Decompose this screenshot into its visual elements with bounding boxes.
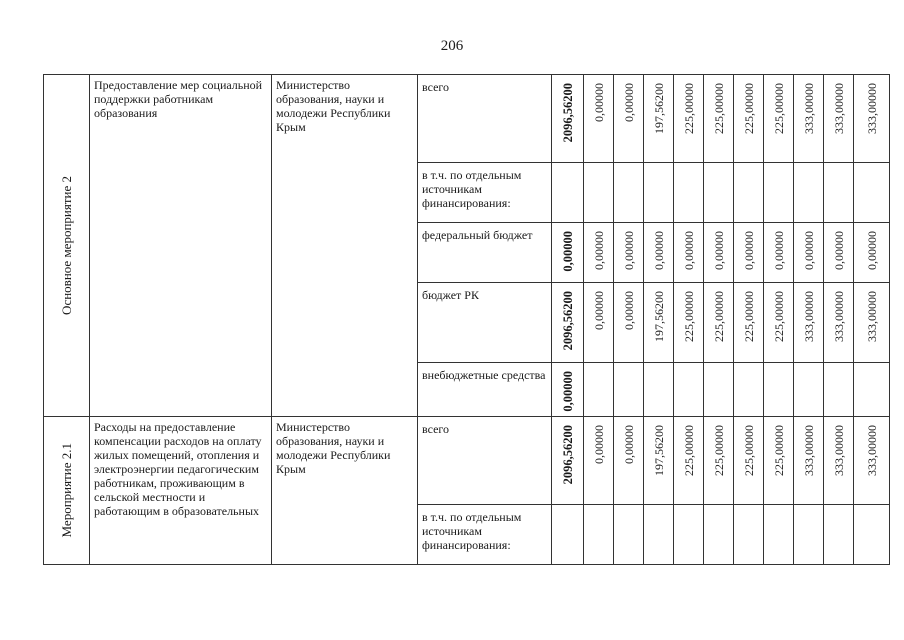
year-value-cell <box>704 505 734 565</box>
year-value-cell <box>764 75 794 163</box>
total-value-cell <box>552 363 584 417</box>
year-value-cell <box>824 223 854 283</box>
year-value-cell <box>794 75 824 163</box>
year-value-cell <box>704 417 734 505</box>
amount-value: 0,00000 <box>621 291 636 330</box>
amount-value: 333,00000 <box>864 83 879 134</box>
year-value-cell <box>794 163 824 223</box>
year-value-cell <box>764 505 794 565</box>
year-value-cell <box>584 75 614 163</box>
amount-value: 333,00000 <box>801 291 816 342</box>
activity-label: Мероприятие 2.1 <box>58 443 74 538</box>
year-value-cell <box>764 417 794 505</box>
amount-value: 0,00000 <box>621 83 636 122</box>
year-value-cell <box>764 283 794 363</box>
amount-value: 225,00000 <box>741 291 756 342</box>
amount-value: 0,00000 <box>864 231 879 270</box>
year-value-cell <box>614 417 644 505</box>
year-value-cell <box>704 223 734 283</box>
year-value-cell <box>644 363 674 417</box>
year-value-cell <box>674 505 704 565</box>
year-value-cell <box>794 363 824 417</box>
year-value-cell <box>584 505 614 565</box>
total-value-cell <box>552 505 584 565</box>
year-value-cell <box>734 163 764 223</box>
amount-value: 0,00000 <box>651 231 666 270</box>
page-number: 206 <box>440 38 464 54</box>
year-value-cell <box>794 223 824 283</box>
amount-value: 0,00000 <box>771 231 786 270</box>
year-value-cell <box>794 505 824 565</box>
activity-label: Основное мероприятие 2 <box>58 176 74 315</box>
funding-source: в т.ч. по отдельным источникам финансирования: <box>418 505 552 565</box>
year-value-cell <box>674 223 704 283</box>
year-value-cell <box>764 363 794 417</box>
year-value-cell <box>644 505 674 565</box>
funding-source: всего <box>418 417 552 505</box>
amount-value: 333,00000 <box>801 425 816 476</box>
year-value-cell <box>614 163 644 223</box>
funding-source: бюджет РК <box>418 283 552 363</box>
table-row <box>44 75 890 163</box>
funding-source: в т.ч. по отдельным источникам финансирования: <box>418 163 552 223</box>
year-value-cell <box>854 283 890 363</box>
amount-value: 333,00000 <box>831 291 846 342</box>
year-value-cell <box>614 363 644 417</box>
year-value-cell <box>704 283 734 363</box>
amount-value: 0,00000 <box>560 371 575 412</box>
executor-name: Министерство образования, науки и молодежи Республики Крым <box>272 75 418 417</box>
year-value-cell <box>734 363 764 417</box>
activity-name: Предоставление мер социальной поддержки работникам образования <box>90 75 272 417</box>
amount-value: 197,56200 <box>651 83 666 134</box>
funding-source: внебюджетные средства <box>418 363 552 417</box>
amount-value: 225,00000 <box>771 291 786 342</box>
year-value-cell <box>824 363 854 417</box>
amount-value: 2096,56200 <box>560 425 575 485</box>
year-value-cell <box>764 223 794 283</box>
year-value-cell <box>854 75 890 163</box>
year-value-cell <box>854 223 890 283</box>
amount-value: 0,00000 <box>591 83 606 122</box>
amount-value: 225,00000 <box>741 425 756 476</box>
year-value-cell <box>644 75 674 163</box>
total-value-cell <box>552 163 584 223</box>
year-value-cell <box>644 163 674 223</box>
executor-name: Министерство образования, науки и молодежи Республики Крым <box>272 417 418 565</box>
year-value-cell <box>824 505 854 565</box>
total-value-cell <box>552 223 584 283</box>
year-value-cell <box>734 75 764 163</box>
amount-value: 225,00000 <box>681 83 696 134</box>
activity-label-cell <box>44 75 90 417</box>
amount-value: 225,00000 <box>681 425 696 476</box>
year-value-cell <box>824 283 854 363</box>
amount-value: 225,00000 <box>741 83 756 134</box>
year-value-cell <box>584 163 614 223</box>
amount-value: 225,00000 <box>681 291 696 342</box>
amount-value: 0,00000 <box>591 231 606 270</box>
amount-value: 0,00000 <box>621 425 636 464</box>
total-value-cell <box>552 417 584 505</box>
year-value-cell <box>674 75 704 163</box>
year-value-cell <box>614 283 644 363</box>
year-value-cell <box>734 417 764 505</box>
year-value-cell <box>614 223 644 283</box>
amount-value: 0,00000 <box>591 291 606 330</box>
year-value-cell <box>674 417 704 505</box>
amount-value: 333,00000 <box>864 425 879 476</box>
year-value-cell <box>734 505 764 565</box>
amount-value: 0,00000 <box>801 231 816 270</box>
year-value-cell <box>584 363 614 417</box>
amount-value: 0,00000 <box>711 231 726 270</box>
year-value-cell <box>794 283 824 363</box>
year-value-cell <box>824 163 854 223</box>
amount-value: 0,00000 <box>681 231 696 270</box>
budget-table <box>43 74 890 565</box>
amount-value: 333,00000 <box>801 83 816 134</box>
year-value-cell <box>854 505 890 565</box>
year-value-cell <box>704 363 734 417</box>
year-value-cell <box>584 223 614 283</box>
year-value-cell <box>854 417 890 505</box>
amount-value: 225,00000 <box>711 291 726 342</box>
year-value-cell <box>824 75 854 163</box>
year-value-cell <box>734 283 764 363</box>
total-value-cell <box>552 283 584 363</box>
year-value-cell <box>854 163 890 223</box>
funding-source: всего <box>418 75 552 163</box>
amount-value: 2096,56200 <box>560 83 575 143</box>
funding-source: федеральный бюджет <box>418 223 552 283</box>
amount-value: 0,00000 <box>831 231 846 270</box>
year-value-cell <box>614 75 644 163</box>
amount-value: 333,00000 <box>831 83 846 134</box>
amount-value: 225,00000 <box>711 83 726 134</box>
amount-value: 0,00000 <box>621 231 636 270</box>
year-value-cell <box>614 505 644 565</box>
year-value-cell <box>824 417 854 505</box>
year-value-cell <box>644 223 674 283</box>
amount-value: 225,00000 <box>771 83 786 134</box>
amount-value: 225,00000 <box>711 425 726 476</box>
amount-value: 333,00000 <box>864 291 879 342</box>
year-value-cell <box>674 163 704 223</box>
activity-label-cell <box>44 417 90 565</box>
year-value-cell <box>644 417 674 505</box>
amount-value: 0,00000 <box>560 231 575 272</box>
amount-value: 225,00000 <box>771 425 786 476</box>
year-value-cell <box>794 417 824 505</box>
table-row <box>44 417 890 505</box>
amount-value: 2096,56200 <box>560 291 575 351</box>
year-value-cell <box>674 363 704 417</box>
year-value-cell <box>584 283 614 363</box>
year-value-cell <box>644 283 674 363</box>
amount-value: 0,00000 <box>591 425 606 464</box>
activity-name: Расходы на предоставление компенсации расходов на оплату жилых помещений, отопления и электроэнергии педагогическим работникам, проживающим в сельской местности и работающим в образовательных <box>90 417 272 565</box>
amount-value: 333,00000 <box>831 425 846 476</box>
total-value-cell <box>552 75 584 163</box>
year-value-cell <box>854 363 890 417</box>
year-value-cell <box>764 163 794 223</box>
year-value-cell <box>704 163 734 223</box>
amount-value: 0,00000 <box>741 231 756 270</box>
year-value-cell <box>734 223 764 283</box>
year-value-cell <box>674 283 704 363</box>
year-value-cell <box>584 417 614 505</box>
year-value-cell <box>704 75 734 163</box>
amount-value: 197,56200 <box>651 425 666 476</box>
amount-value: 197,56200 <box>651 291 666 342</box>
